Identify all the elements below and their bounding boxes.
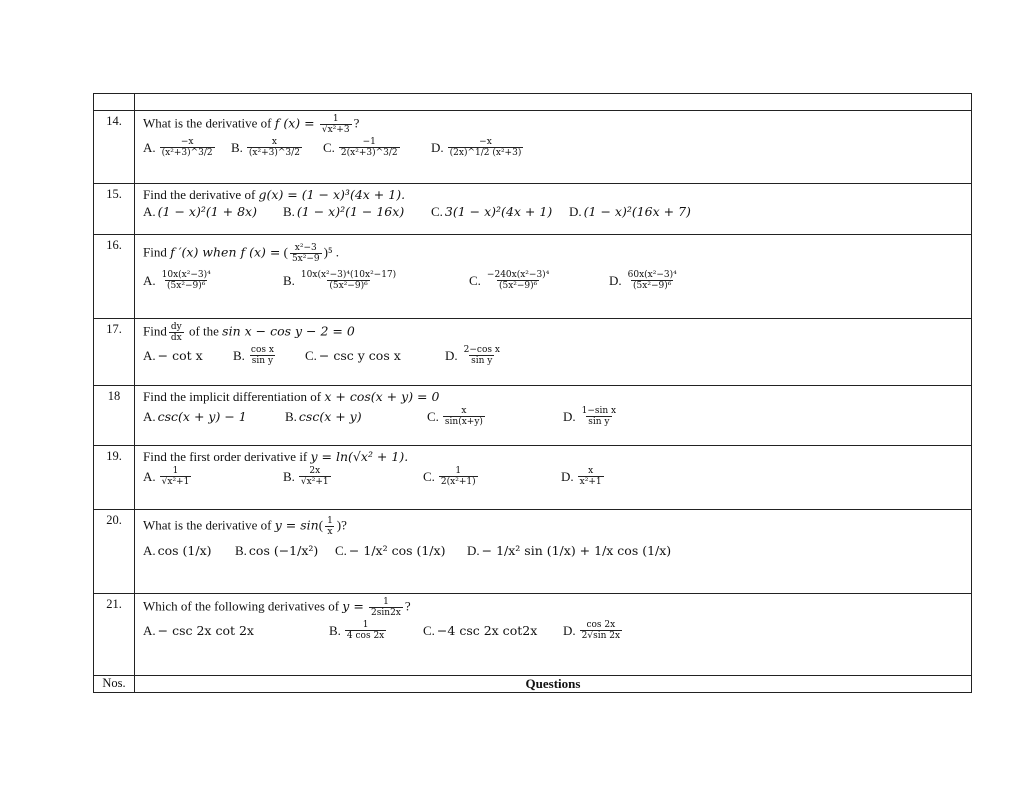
question-stem: What is the derivative of y = sin( $\frac{1}{x}$ )? — [143, 516, 347, 537]
options — [143, 620, 971, 641]
table-footer-row — [94, 676, 972, 693]
stem-text: ⁵ . — [327, 244, 340, 260]
option-a[interactable]: A. (1 − x)²(1 + 8x) — [143, 204, 257, 219]
options — [143, 406, 971, 427]
option-a[interactable]: A. $\frac{\text{10x(x²−3)⁴}}{\text{(5x²−9)⁶}}$ — [143, 270, 211, 291]
stem-text: of the — [188, 323, 219, 339]
question-stem — [143, 322, 971, 343]
stem-fraction: $\frac{1}{x}$ — [327, 516, 333, 537]
question-cell — [135, 594, 972, 676]
question-number: 17. — [94, 319, 135, 386]
option-c[interactable]: C. − csc y cos x — [305, 348, 401, 363]
option-a[interactable]: A. − csc 2x cot 2x — [143, 623, 254, 638]
option-d[interactable]: D. − 1/x² sin (1/x) + 1/x cos (1/x) — [467, 543, 672, 558]
question-cell — [135, 446, 972, 510]
stem-fraction: $\frac{\text{x²−3}}{\text{5x²−9}}$ — [291, 243, 320, 264]
blank-header-row — [94, 94, 972, 111]
question-stem — [143, 114, 971, 135]
stem-fraction: $\frac{1}{2\sin 2x}$ — [371, 597, 401, 618]
question-stem — [143, 389, 971, 404]
option-b[interactable]: B. cos (−1/x²) — [235, 543, 319, 558]
question-cell — [135, 184, 972, 235]
questions-header: Questions — [135, 676, 972, 693]
option-b[interactable]: B. $\frac{x}{\text{(x²+3)\textasciicircum{}3/2}}$ — [231, 137, 300, 158]
question-number: 18 — [94, 386, 135, 446]
stem-text: What is the derivative of — [143, 517, 272, 533]
options — [143, 543, 971, 558]
options — [143, 270, 971, 291]
blank-cell — [94, 94, 135, 111]
stem-math: g(x) = (1 − x)³(4x + 1). — [258, 187, 406, 202]
stem-fraction: $\frac{1}{\text{√x²+3}}$ — [321, 114, 350, 135]
question-row — [94, 184, 972, 235]
question-sheet — [93, 93, 972, 693]
option-b[interactable]: B. csc(x + y) — [285, 409, 362, 424]
option-a[interactable]: A. $\frac{1}{\text{√x²+1}}$ — [143, 466, 190, 487]
option-a[interactable]: A. cos (1/x) — [143, 543, 212, 558]
stem-math: x + cos(x + y) = 0 — [324, 389, 440, 404]
stem-text: Find — [143, 323, 167, 339]
question-row — [94, 235, 972, 319]
question-cell — [135, 319, 972, 386]
option-d[interactable]: D. $\frac{x}{\text{x²+1}}$ — [561, 466, 602, 487]
question-cell — [135, 111, 972, 184]
stem-text: Find — [143, 244, 167, 260]
stem-math: y = sin — [274, 517, 319, 533]
question-row — [94, 594, 972, 676]
option-a[interactable]: A. $\frac{-x}{\text{(x²+3)\textasciicircum{}3/2}}$ — [143, 137, 213, 158]
stem-math: f ′(x) when f (x) = — [170, 244, 281, 260]
option-c[interactable]: C. − 1/x² cos (1/x) — [335, 543, 446, 558]
stem-text: ? — [341, 517, 347, 533]
options — [143, 137, 971, 158]
options — [143, 204, 971, 219]
question-number: 19. — [94, 446, 135, 510]
question-stem: Find f ′(x) when f (x) = ( $\frac{\text{x²−3}}{\text{5x²−9}}$ )⁵ . — [143, 243, 340, 264]
option-b[interactable]: B. (1 − x)²(1 − 16x) — [283, 204, 405, 219]
question-number: 21. — [94, 594, 135, 676]
option-b[interactable]: B. $\frac{\text{10x(x²−3)⁴(10x²−17)}}{\text{(5x²−9)⁶}}$ — [283, 270, 397, 291]
question-cell — [135, 235, 972, 319]
option-a[interactable]: A. − cot x — [143, 348, 203, 363]
option-b[interactable]: B. $\frac{2x}{\text{√x²+1}}$ — [283, 466, 329, 487]
stem-text: What is the derivative of — [143, 115, 272, 131]
option-c[interactable]: C. $\frac{x}{\sin(x+y)}$ — [427, 406, 483, 427]
option-b[interactable]: B. $\frac{\text{cos x}}{\text{sin y}}$ — [233, 345, 274, 366]
question-row — [94, 446, 972, 510]
options — [143, 466, 971, 487]
question-stem — [143, 597, 971, 618]
stem-text: Which of the following derivatives of — [143, 598, 340, 614]
question-stem — [143, 449, 971, 464]
stem-math: y = — [342, 598, 364, 614]
stem-text: Find the derivative of — [143, 187, 256, 202]
option-c[interactable]: C. $\frac{-1}{\text{2(x²+3)\textasciicircum{}3/2}}$ — [323, 137, 398, 158]
option-d[interactable]: D. (1 − x)²(16x + 7) — [569, 204, 691, 219]
option-d[interactable]: D. $\frac{-x}{\text{(2x)\textasciicircum{}1/2 (x²+3)}}$ — [431, 137, 522, 158]
option-d[interactable]: D. $\frac{\text{1−sin x}}{\text{sin y}}$ — [563, 406, 617, 427]
option-d[interactable]: D. $\frac{\text{60x(x²−3)⁴}}{\text{(5x²−9)⁶}}$ — [609, 270, 677, 291]
stem-text: Find the implicit differentiation of — [143, 389, 322, 404]
option-d[interactable]: D. $\frac{\cos 2x}{2√\sin 2x}$ — [563, 620, 621, 641]
stem-text: ? — [353, 115, 360, 131]
question-number: 15. — [94, 184, 135, 235]
question-stem — [143, 187, 971, 202]
questions-table — [93, 93, 972, 693]
question-row — [94, 319, 972, 386]
question-row — [94, 386, 972, 446]
stem-math: f (x) = — [274, 115, 315, 131]
option-b[interactable]: B. $\frac{1}{4 \cos 2x}$ — [329, 620, 385, 641]
stem-text: Find the first order derivative if — [143, 449, 308, 464]
option-c[interactable]: C. 3(1 − x)²(4x + 1) — [431, 204, 553, 219]
stem-math: sin x − cos y − 2 = 0 — [222, 323, 355, 339]
option-a[interactable]: A. csc(x + y) − 1 — [143, 409, 247, 424]
question-number: 16. — [94, 235, 135, 319]
stem-fraction: $\frac{dy}{dx}$ — [170, 322, 182, 343]
option-c[interactable]: C. $\frac{\text{−240x(x²−3)⁴}}{\text{(5x²−9)⁶}}$ — [469, 270, 550, 291]
options — [143, 345, 971, 366]
stem-text: ? — [404, 598, 411, 614]
question-number: 14. — [94, 111, 135, 184]
option-d[interactable]: D. $\frac{\text{2−cos x}}{\text{sin y}}$ — [445, 345, 500, 366]
stem-math: y = ln(√x² + 1). — [310, 449, 409, 464]
option-c[interactable]: C. −4 csc 2x cot2x — [423, 623, 538, 638]
question-row — [94, 510, 972, 594]
question-row — [94, 111, 972, 184]
question-cell — [135, 510, 972, 594]
question-cell — [135, 386, 972, 446]
question-number: 20. — [94, 510, 135, 594]
blank-cell — [135, 94, 972, 111]
nos-header: Nos. — [94, 676, 135, 693]
option-c[interactable]: C. $\frac{1}{\text{2(x²+1)}}$ — [423, 466, 476, 487]
